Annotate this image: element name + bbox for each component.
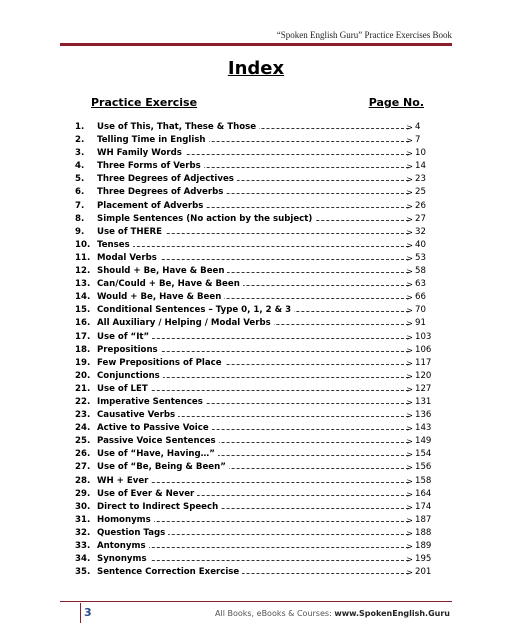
arrow-icon: > xyxy=(406,306,413,316)
index-entry[interactable] xyxy=(75,160,425,173)
index-entry[interactable] xyxy=(75,331,432,344)
arrow-icon: > xyxy=(406,502,413,512)
entry-page-number: 70 xyxy=(415,305,426,316)
arrow-icon: > xyxy=(406,568,413,578)
index-entry[interactable] xyxy=(75,252,425,265)
entry-page-number: 58 xyxy=(415,266,426,277)
entry-number: 6. xyxy=(75,187,85,198)
arrow-icon: > xyxy=(406,136,413,146)
arrow-icon: > xyxy=(406,542,413,551)
index-entry[interactable] xyxy=(75,226,425,239)
arrow-icon: > xyxy=(406,489,413,499)
entry-number: 12. xyxy=(75,266,91,277)
arrow-icon: > xyxy=(406,188,413,198)
entry-title: Tenses xyxy=(97,239,133,252)
index-entry[interactable] xyxy=(75,383,432,396)
entry-title: Active to Passive Voice xyxy=(97,422,212,435)
index-entry[interactable] xyxy=(75,121,425,134)
entry-page-number: 106 xyxy=(415,344,432,355)
entry-title: Conditional Sentences – Type 0, 1, 2 & 3 xyxy=(97,304,294,317)
entry-page-number: 195 xyxy=(415,554,432,565)
entry-page-number: 66 xyxy=(415,292,426,303)
entry-page-number: 131 xyxy=(415,396,432,407)
entry-page-number: 53 xyxy=(415,252,426,263)
entry-number: 13. xyxy=(75,279,91,290)
entry-page-number: 143 xyxy=(415,423,432,434)
index-entry[interactable] xyxy=(75,213,425,226)
index-entry[interactable] xyxy=(75,448,432,461)
entry-page-number: 23 xyxy=(415,174,426,185)
entry-page-number: 14 xyxy=(415,161,426,172)
entry-page-number: 189 xyxy=(415,541,432,551)
entry-title: Sentence Correction Exercise xyxy=(97,566,242,579)
entry-page-number: 117 xyxy=(415,357,432,368)
entry-title: Question Tags xyxy=(97,527,168,540)
column-heading-exercise: Practice Exercise xyxy=(91,96,198,109)
index-entry[interactable] xyxy=(75,291,425,304)
arrow-icon: > xyxy=(406,149,413,159)
entry-title: Use of This, That, These & Those xyxy=(97,121,259,134)
arrow-icon: > xyxy=(406,555,413,565)
entry-number: 19. xyxy=(75,357,91,368)
index-entry[interactable] xyxy=(75,147,425,160)
index-entry[interactable] xyxy=(75,134,425,147)
dotted-leader xyxy=(97,246,409,247)
footer-text xyxy=(215,609,450,618)
entry-title: Use of “It” xyxy=(97,331,152,344)
arrow-icon: > xyxy=(406,384,413,394)
index-entry[interactable] xyxy=(75,553,432,566)
arrow-icon: > xyxy=(406,437,413,447)
index-entry[interactable] xyxy=(75,186,425,199)
entry-number: 2. xyxy=(75,135,85,146)
entry-title: Direct to Indirect Speech xyxy=(97,501,221,514)
index-entry[interactable] xyxy=(75,540,432,553)
entry-number: 1. xyxy=(75,122,85,132)
entry-number: 21. xyxy=(75,383,91,394)
entry-number: 33. xyxy=(75,541,91,551)
entry-number: 9. xyxy=(75,226,85,237)
entry-title: Three Degrees of Adverbs xyxy=(97,186,226,199)
entry-page-number: 27 xyxy=(415,213,426,224)
entry-title: Conjunctions xyxy=(97,370,163,383)
index-entry[interactable] xyxy=(75,475,432,488)
entry-page-number: 201 xyxy=(415,567,432,578)
entry-number: 25. xyxy=(75,436,91,447)
arrow-icon: > xyxy=(406,476,413,486)
entry-page-number: 174 xyxy=(415,501,432,512)
entry-number: 30. xyxy=(75,501,91,512)
entry-title: Can/Could + Be, Have & Been xyxy=(97,278,243,291)
arrow-icon: > xyxy=(406,227,413,237)
entry-title: Three Forms of Verbs xyxy=(97,160,204,173)
entry-title: Synonyms xyxy=(97,553,150,566)
arrow-icon: > xyxy=(406,267,413,277)
entry-number: 28. xyxy=(75,475,91,486)
entry-page-number: 103 xyxy=(415,331,432,342)
entry-page-number: 187 xyxy=(415,514,432,525)
arrow-icon: > xyxy=(406,515,413,525)
arrow-icon: > xyxy=(406,201,413,211)
footer-rule xyxy=(60,601,452,602)
entry-page-number: 4 xyxy=(415,122,421,132)
entry-page-number: 156 xyxy=(415,462,432,473)
entry-page-number: 158 xyxy=(415,475,432,486)
entry-page-number: 91 xyxy=(415,318,426,329)
entry-title: WH Family Words xyxy=(97,147,185,160)
entry-number: 23. xyxy=(75,410,91,421)
footer-prefix: All Books, eBooks & Courses: xyxy=(215,609,335,618)
entry-number: 22. xyxy=(75,396,91,407)
entry-title: Use of LET xyxy=(97,383,151,396)
footer-site-link[interactable]: www.SpokenEnglish.Guru xyxy=(334,609,450,618)
column-heading-page: Page No. xyxy=(368,96,424,109)
entry-title: Use of THERE xyxy=(97,226,165,239)
entry-number: 35. xyxy=(75,567,91,578)
index-entry[interactable] xyxy=(75,501,432,514)
entry-number: 18. xyxy=(75,344,91,355)
entry-page-number: 25 xyxy=(415,187,426,198)
index-entry[interactable] xyxy=(75,514,432,527)
arrow-icon: > xyxy=(406,214,413,224)
entry-page-number: 136 xyxy=(415,410,432,421)
arrow-icon: > xyxy=(406,319,413,329)
entry-title: Modal Verbs xyxy=(97,252,160,265)
entry-number: 17. xyxy=(75,331,91,342)
index-entry[interactable] xyxy=(75,173,425,186)
entry-title: Passive Voice Sentences xyxy=(97,435,219,448)
entry-number: 11. xyxy=(75,252,91,263)
index-list xyxy=(75,121,432,579)
entry-number: 8. xyxy=(75,213,85,224)
entry-title: Homonyms xyxy=(97,514,154,527)
arrow-icon: > xyxy=(406,528,413,538)
entry-page-number: 164 xyxy=(415,488,432,499)
entry-number: 4. xyxy=(75,161,85,172)
entry-number: 10. xyxy=(75,239,91,250)
entry-page-number: 10 xyxy=(415,148,426,159)
page-title: Index xyxy=(227,58,285,79)
index-entry[interactable] xyxy=(75,239,425,252)
entry-title: Few Prepositions of Place xyxy=(97,357,225,370)
header-rule xyxy=(60,43,452,46)
arrow-icon: > xyxy=(406,123,413,132)
index-entry[interactable] xyxy=(75,278,425,291)
entry-number: 29. xyxy=(75,488,91,499)
entry-title: Prepositions xyxy=(97,344,161,357)
arrow-icon: > xyxy=(406,371,413,381)
entry-number: 3. xyxy=(75,148,85,159)
index-entry[interactable] xyxy=(75,357,432,370)
index-entry[interactable] xyxy=(75,200,425,213)
entry-page-number: 120 xyxy=(415,370,432,381)
running-header: “Spoken English Guru” Practice Exercises Book xyxy=(276,30,452,40)
entry-number: 31. xyxy=(75,514,91,525)
entry-number: 34. xyxy=(75,554,91,565)
index-entry[interactable] xyxy=(75,344,432,357)
arrow-icon: > xyxy=(406,397,413,407)
entry-page-number: 188 xyxy=(415,527,432,538)
entry-title: Use of “Have, Having…” xyxy=(97,448,218,461)
entry-title: Imperative Sentences xyxy=(97,396,206,409)
arrow-icon: > xyxy=(406,450,413,460)
arrow-icon: > xyxy=(406,293,413,303)
entry-number: 5. xyxy=(75,174,85,185)
entry-number: 20. xyxy=(75,370,91,381)
entry-number: 14. xyxy=(75,292,91,303)
entry-title: Placement of Adverbs xyxy=(97,200,206,213)
entry-title: Would + Be, Have & Been xyxy=(97,291,224,304)
arrow-icon: > xyxy=(406,280,413,290)
entry-title: Use of Ever & Never xyxy=(97,488,197,501)
entry-page-number: 63 xyxy=(415,279,426,290)
index-entry[interactable] xyxy=(75,370,432,383)
index-entry[interactable] xyxy=(75,488,432,501)
entry-title: Antonyms xyxy=(97,540,149,553)
entry-page-number: 154 xyxy=(415,449,432,460)
entry-title: Use of “Be, Being & Been” xyxy=(97,461,229,474)
index-entry[interactable] xyxy=(75,304,425,317)
entry-number: 27. xyxy=(75,462,91,473)
arrow-icon: > xyxy=(406,463,413,473)
index-entry[interactable] xyxy=(75,461,432,474)
index-entry[interactable] xyxy=(75,422,432,435)
entry-page-number: 32 xyxy=(415,226,426,237)
index-entry[interactable] xyxy=(75,265,425,278)
footer-page-number: 3 xyxy=(84,606,92,619)
entry-number: 15. xyxy=(75,305,91,316)
entry-page-number: 149 xyxy=(415,436,432,447)
entry-page-number: 40 xyxy=(415,239,426,250)
entry-title: Three Degrees of Adjectives xyxy=(97,173,237,186)
entry-title: Should + Be, Have & Been xyxy=(97,265,227,278)
arrow-icon: > xyxy=(406,162,413,172)
index-entry[interactable] xyxy=(75,566,432,579)
entry-number: 7. xyxy=(75,200,85,211)
arrow-icon: > xyxy=(406,345,413,355)
arrow-icon: > xyxy=(406,253,413,263)
entry-title: Simple Sentences (No action by the subject) xyxy=(97,213,315,226)
index-entry[interactable] xyxy=(75,435,432,448)
arrow-icon: > xyxy=(406,175,413,185)
entry-title: Causative Verbs xyxy=(97,409,178,422)
index-entry[interactable] xyxy=(75,527,432,540)
arrow-icon: > xyxy=(406,358,413,368)
entry-number: 24. xyxy=(75,423,91,434)
entry-number: 16. xyxy=(75,318,91,329)
arrow-icon: > xyxy=(406,424,413,434)
arrow-icon: > xyxy=(406,411,413,421)
entry-page-number: 7 xyxy=(415,135,421,146)
entry-title: Telling Time in English xyxy=(97,134,209,147)
index-entry[interactable] xyxy=(75,409,432,422)
entry-title: All Auxiliary / Helping / Modal Verbs xyxy=(97,317,274,330)
arrow-icon: > xyxy=(406,332,413,342)
arrow-icon: > xyxy=(406,240,413,250)
index-entry[interactable] xyxy=(75,396,432,409)
entry-number: 26. xyxy=(75,449,91,460)
entry-page-number: 127 xyxy=(415,383,432,394)
entry-title: WH + Ever xyxy=(97,475,151,488)
entry-page-number: 26 xyxy=(415,200,426,211)
entry-number: 32. xyxy=(75,527,91,538)
index-entry[interactable] xyxy=(75,317,425,330)
